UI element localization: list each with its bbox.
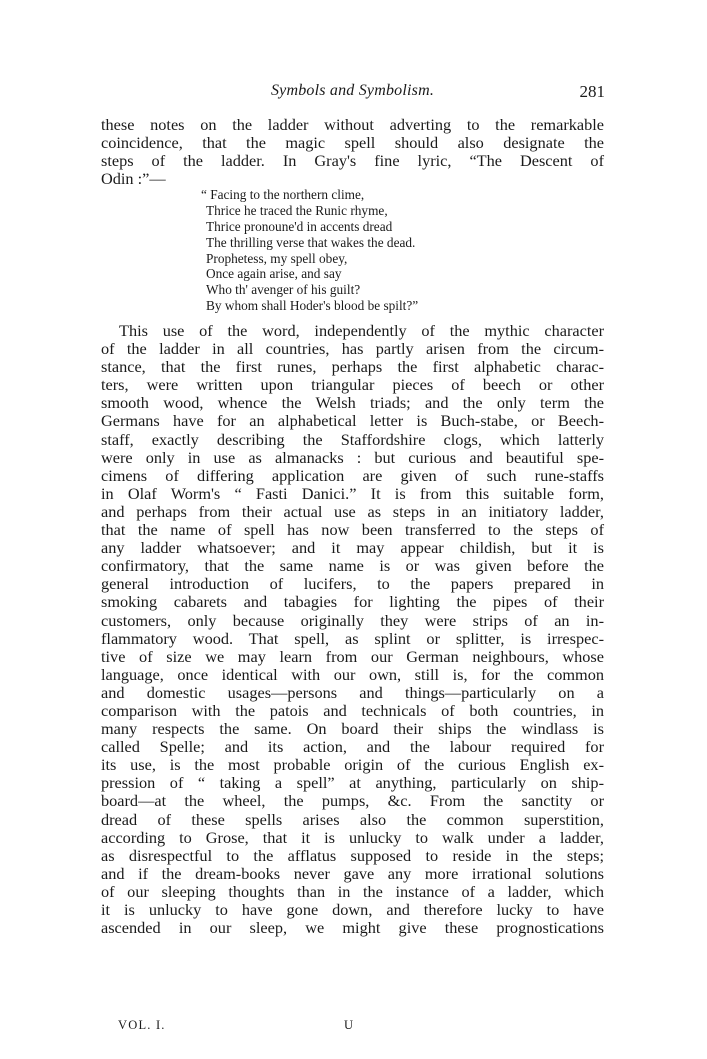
- poem-line: “ Facing to the northern clime,: [201, 187, 365, 202]
- text-line: stance, that the first runes, perhaps the first alphabetic charac-: [101, 357, 604, 377]
- text-line: any ladder whatsoever; and it may appear childish, but it is: [101, 538, 604, 558]
- text-line: customers, only because originally they were strips of an in-: [101, 610, 604, 630]
- text-line: called Spelle; and its action, and the labour required for: [101, 737, 604, 757]
- poem-line: Prophetess, my spell obey,: [206, 250, 348, 266]
- text-line: and perhaps from their actual use as steps in an initiatory ladder,: [101, 501, 604, 521]
- text-line: smooth wood, whence the Welsh triads; and the only term the: [101, 393, 604, 413]
- text-line: that the name of spell has now been transferred to the steps of: [101, 520, 604, 540]
- text-line: steps of the ladder. In Gray's fine lyric, “The Descent of: [101, 151, 604, 171]
- text-line: smoking cabarets and tabagies for lighting the pipes of their: [101, 592, 604, 612]
- text-line: its use, is the most probable origin of the curious English ex-: [101, 755, 604, 775]
- text-line: comparison with the patois and technicals of both countries, in: [101, 700, 604, 720]
- text-line: ascended in our sleep, we might give these prognostications: [101, 918, 604, 938]
- text-line: tive of size we may learn from our German neighbours, whose: [101, 646, 604, 666]
- poem-line: The thrilling verse that wakes the dead.: [206, 234, 416, 250]
- text-line: coincidence, that the magic spell should also designate the: [101, 133, 604, 153]
- text-line: ters, were written upon triangular pieces of beech or other: [101, 375, 604, 395]
- signature-mark: U: [344, 1018, 354, 1032]
- text-line: dread of these spells arises also the common superstition,: [101, 809, 604, 829]
- text-line: language, once identical with our own, still is, for the common: [101, 664, 604, 684]
- text-line: cimens of differing application are given of such rune-staffs: [101, 465, 604, 485]
- text-line: many respects the same. On board their ships the windlass is: [101, 719, 604, 739]
- text-line: general introduction of lucifers, to the papers prepared in: [101, 574, 604, 594]
- text-line: in Olaf Worm's “ Fasti Danici.” It is from this suitable form,: [101, 483, 604, 503]
- text-line: flammatory wood. That spell, as splint or splitter, is irrespec-: [101, 628, 604, 648]
- text-line: were only in use as almanacks : but curious and beautiful spe-: [101, 447, 604, 467]
- text-line: staff, exactly describing the Staffordshire clogs, which latterly: [101, 429, 604, 449]
- poem-line: Thrice he traced the Runic rhyme,: [206, 202, 388, 218]
- poem-line: Who th' avenger of his guilt?: [206, 282, 361, 298]
- volume-label: VOL. I.: [118, 1018, 166, 1032]
- poem-line: Thrice pronoune'd in accents dread: [206, 218, 393, 234]
- page-number: 281: [579, 82, 605, 101]
- text-line: as disrespectful to the afflatus supposed to reside in the steps;: [101, 845, 604, 865]
- text-line: Germans have for an alphabetical letter is Buch-stabe, or Beech-: [101, 411, 604, 431]
- page-footer: [118, 1018, 378, 1036]
- text-line: confirmatory, that the same name is or was given before the: [101, 556, 604, 576]
- text-line: board—at the wheel, the pumps, &c. From the sanctity or: [101, 791, 604, 811]
- text-line: of the ladder in all countries, has partly arisen from the circum-: [101, 339, 604, 359]
- text-line: of our sleeping thoughts than in the instance of a ladder, which: [101, 881, 604, 901]
- text-line: Odin :”—: [101, 169, 166, 189]
- text-line: and if the dream-books never gave any more irrational solutions: [101, 863, 604, 883]
- text-line: This use of the word, independently of the mythic character: [119, 321, 604, 340]
- body-paragraph: [101, 322, 604, 937]
- intro-paragraph: [101, 116, 604, 188]
- running-head: [100, 82, 605, 106]
- text-line: these notes on the ladder without adverting to the remarkable: [101, 115, 604, 134]
- text-line: and domestic usages—persons and things—particularly on a: [101, 682, 604, 702]
- poem-quotation: [201, 187, 506, 314]
- text-line: it is unlucky to have gone down, and therefore lucky to have: [101, 900, 604, 919]
- text-line: according to Grose, that it is unlucky to walk under a ladder,: [101, 827, 604, 847]
- poem-line: By whom shall Hoder's blood be spilt?”: [206, 298, 419, 314]
- running-title: Symbols and Symbolism.: [270, 82, 435, 99]
- text-line: pression of “ taking a spell” at anything, particularly on ship-: [101, 773, 604, 793]
- poem-line: Once again arise, and say: [206, 266, 342, 282]
